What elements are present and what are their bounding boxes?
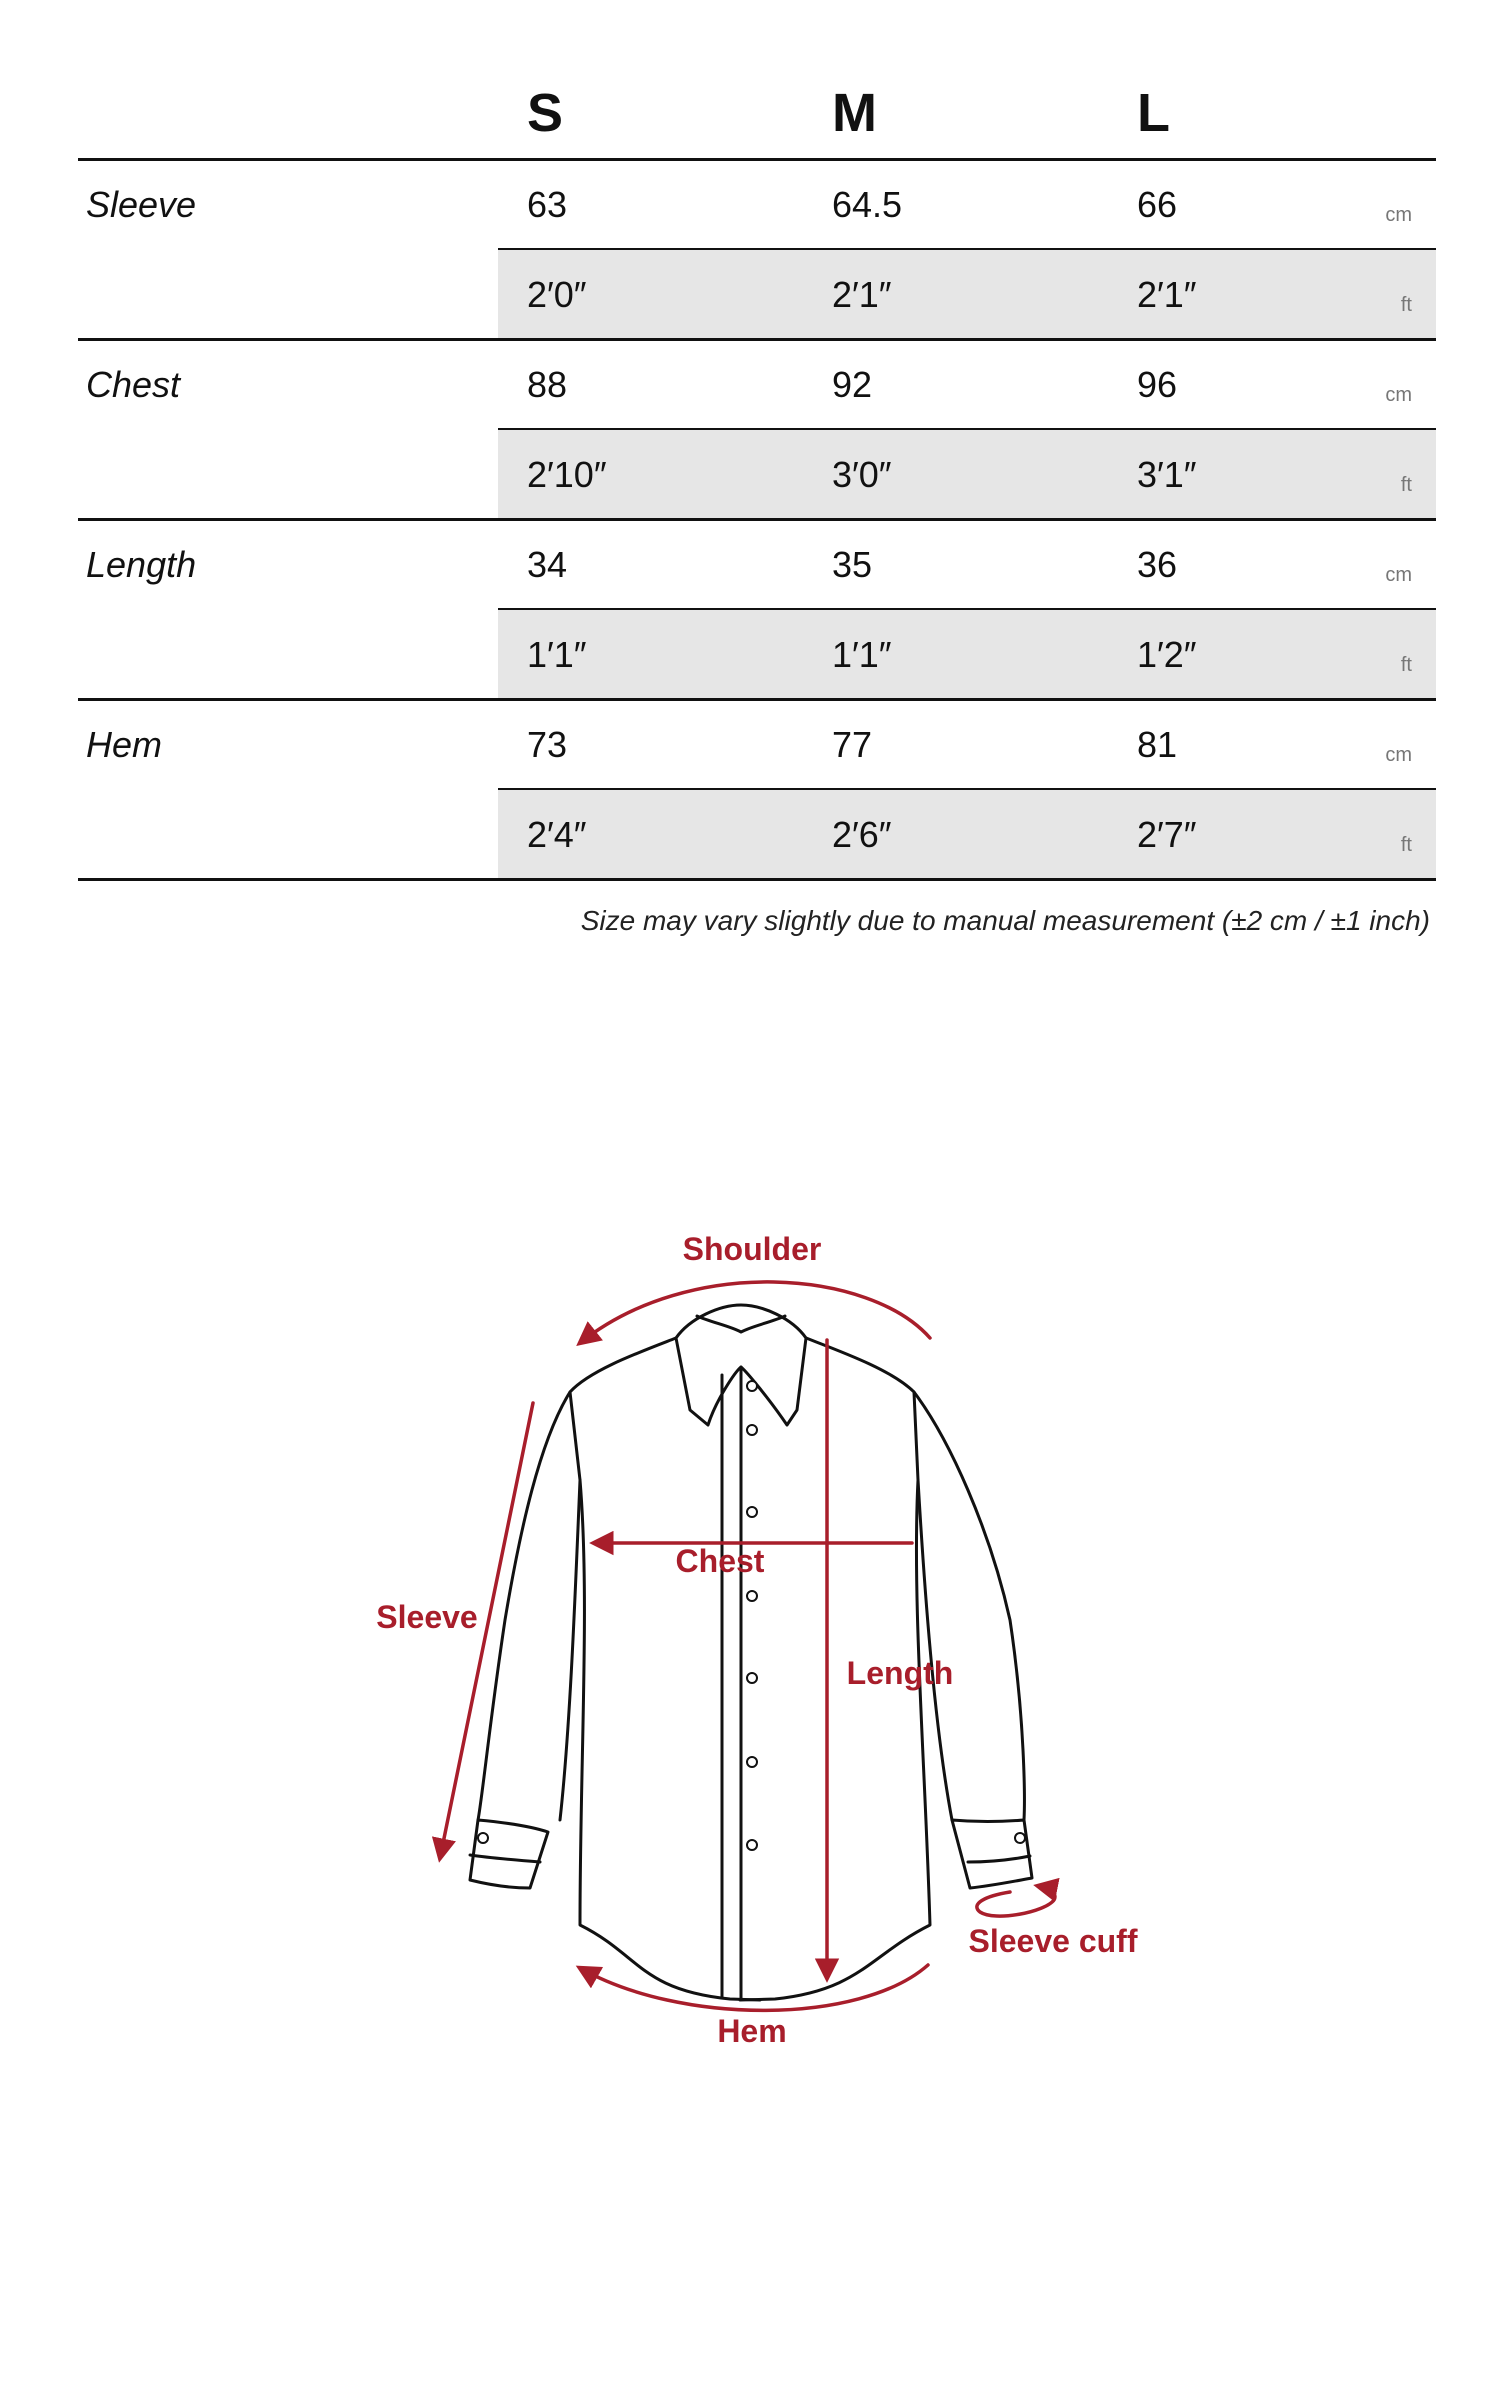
cell-length-l-ft: 1′2″: [1137, 634, 1197, 675]
length-label: Length: [846, 1655, 954, 1691]
cell-chest-s-ft: 2′10″: [527, 454, 607, 495]
size-header-l: L: [1137, 83, 1170, 143]
size-header-s: S: [527, 83, 564, 143]
chest-label: Chest: [675, 1543, 765, 1579]
cell-chest-s-cm: 88: [527, 364, 568, 405]
cell-sleeve-l-cm: 66: [1137, 184, 1178, 225]
unit-cm: cm: [1385, 384, 1412, 406]
shirt-buttons: [478, 1381, 1025, 1850]
cell-length-m-ft: 1′1″: [832, 634, 892, 675]
cell-length-s-ft: 1′1″: [527, 634, 587, 675]
sleeve-cuff-label: Sleeve cuff: [968, 1923, 1138, 1959]
cell-hem-m-cm: 77: [832, 724, 873, 765]
sleeve-label: Sleeve: [376, 1599, 478, 1635]
hem-label: Hem: [717, 2013, 787, 2049]
cell-sleeve-m-cm: 64.5: [832, 184, 903, 225]
unit-cm: cm: [1385, 204, 1412, 226]
cell-sleeve-m-ft: 2′1″: [832, 274, 892, 315]
cell-chest-l-ft: 3′1″: [1137, 454, 1197, 495]
cell-sleeve-s-cm: 63: [527, 184, 568, 225]
unit-ft: ft: [1400, 834, 1412, 856]
row-label-length: Length: [86, 544, 197, 585]
shoulder-label: Shoulder: [682, 1231, 822, 1267]
unit-cm: cm: [1385, 564, 1412, 586]
unit-cm: cm: [1385, 744, 1412, 766]
shirt-icon: [470, 1305, 1032, 2000]
cell-chest-m-ft: 3′0″: [832, 454, 892, 495]
cell-hem-s-ft: 2′4″: [527, 814, 587, 855]
hem-arrow: [580, 1965, 928, 2010]
cell-hem-l-cm: 81: [1137, 724, 1178, 765]
unit-ft: ft: [1400, 294, 1412, 316]
cell-hem-m-ft: 2′6″: [832, 814, 892, 855]
cell-length-l-cm: 36: [1137, 544, 1178, 585]
cell-chest-l-cm: 96: [1137, 364, 1178, 405]
unit-ft: ft: [1400, 654, 1412, 676]
cell-chest-m-cm: 92: [832, 364, 873, 405]
cell-hem-l-ft: 2′7″: [1137, 814, 1197, 855]
row-label-hem: Hem: [86, 724, 163, 765]
shoulder-arrow: [580, 1282, 930, 1343]
size-header-m: M: [832, 83, 877, 143]
cell-length-s-cm: 34: [527, 544, 568, 585]
cell-sleeve-s-ft: 2′0″: [527, 274, 587, 315]
row-label-sleeve: Sleeve: [86, 184, 197, 225]
sleeve-cuff-arrow: [977, 1886, 1055, 1916]
cell-hem-s-cm: 73: [527, 724, 568, 765]
cell-length-m-cm: 35: [832, 544, 873, 585]
row-label-chest: Chest: [86, 364, 181, 405]
cell-sleeve-l-ft: 2′1″: [1137, 274, 1197, 315]
measurement-note: Size may vary slightly due to manual measurement (±2 cm / ±1 inch): [580, 905, 1430, 936]
unit-ft: ft: [1400, 474, 1412, 496]
